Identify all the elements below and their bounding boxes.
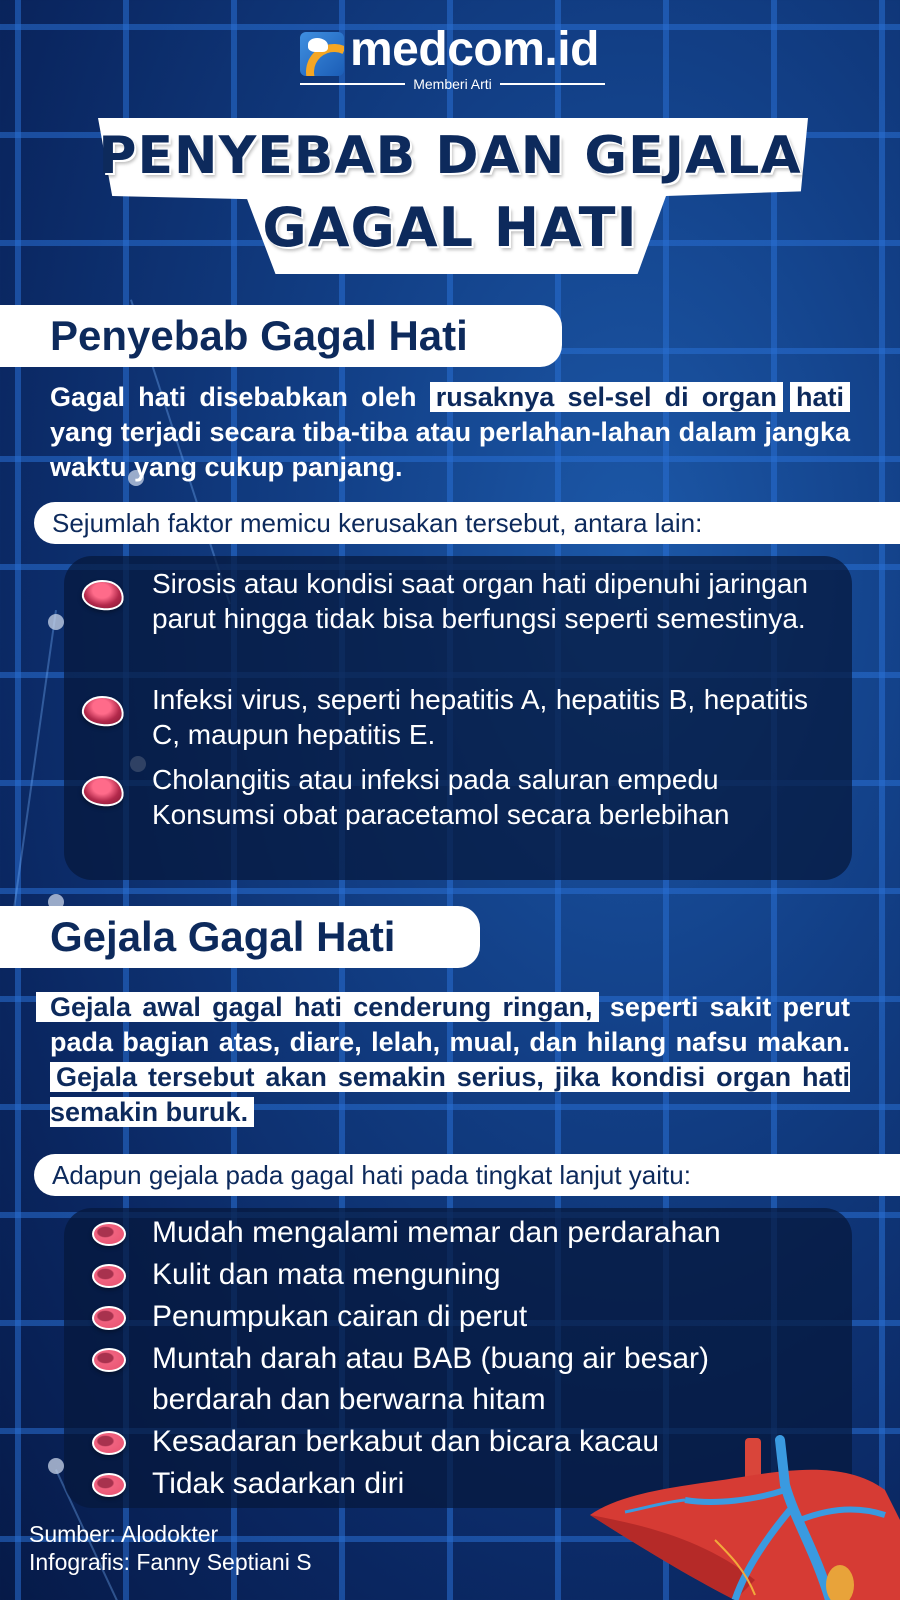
list-item-text: Muntah darah atau BAB (buang air besar) berdarah dan berwarna hitam bbox=[152, 1342, 710, 1416]
list-item-text: Infeksi virus, seperti hepatitis A, hepatitis B, hepatitis C, maupun hepatitis E. bbox=[152, 684, 808, 750]
list-item-text: Kesadaran berkabut dan bicara kacau bbox=[152, 1425, 660, 1458]
page-title-line-1: PENYEBAB DAN GEJALA bbox=[98, 126, 802, 186]
intro-highlight: Gejala tersebut akan semakin serius, jika kondisi organ hati semakin buruk. bbox=[50, 1062, 850, 1127]
divider bbox=[300, 83, 405, 85]
blood-cell-icon bbox=[92, 1473, 126, 1497]
blood-cell-icon bbox=[92, 1264, 126, 1288]
brand-logo bbox=[300, 23, 605, 92]
decorative-dot bbox=[48, 1458, 64, 1474]
intro-highlight: rusaknya sel-sel di organ bbox=[430, 382, 783, 412]
eagle-logo-icon bbox=[300, 32, 344, 76]
section-heading-causes: Penyebab Gagal Hati bbox=[0, 305, 562, 367]
causes-intro bbox=[50, 380, 850, 485]
intro-text: yang terjadi secara tiba-tiba atau perlahan-lahan dalam jangka waktu yang cukup panjang. bbox=[50, 417, 850, 482]
liver-bean-icon bbox=[80, 693, 126, 729]
liver-bean-icon bbox=[80, 773, 126, 809]
intro-highlight: Gejala awal gagal hati cenderung ringan, bbox=[36, 992, 599, 1022]
divider bbox=[500, 83, 605, 85]
list-item-text: Cholangitis atau infeksi pada saluran empedu Konsumsi obat paracetamol secara berlebihan bbox=[152, 764, 730, 830]
liver-illustration bbox=[585, 1430, 900, 1600]
list-item-text: Kulit dan mata menguning bbox=[152, 1258, 501, 1291]
author-credit: Infografis: Fanny Septiani S bbox=[29, 1549, 312, 1575]
list-item-text: Mudah mengalami memar dan perdarahan bbox=[152, 1216, 721, 1249]
decorative-line bbox=[13, 610, 57, 907]
intro-highlight: hati bbox=[790, 382, 850, 412]
blood-cell-icon bbox=[92, 1306, 126, 1330]
list-item-text: Tidak sadarkan diri bbox=[152, 1467, 405, 1500]
intro-text: seperti sakit perut pada bagian atas, diare, lelah, mual, dan hilang nafsu makan. bbox=[50, 992, 850, 1057]
list-item-text: Penumpukan cairan di perut bbox=[152, 1300, 528, 1333]
causes-list bbox=[64, 556, 852, 880]
page-title-line-2: GAGAL HATI bbox=[262, 196, 638, 259]
liver-bean-icon bbox=[80, 577, 126, 613]
symptoms-intro bbox=[50, 990, 850, 1130]
intro-text: Gagal hati disebabkan oleh bbox=[50, 382, 430, 412]
brand-name: medcom.id bbox=[350, 23, 599, 76]
symptoms-lead: Adapun gejala pada gagal hati pada tingkat lanjut yaitu: bbox=[34, 1154, 900, 1196]
causes-lead: Sejumlah faktor memicu kerusakan tersebut, antara lain: bbox=[34, 502, 900, 544]
decorative-dot bbox=[48, 614, 64, 630]
blood-cell-icon bbox=[92, 1431, 126, 1455]
list-item-text: Sirosis atau kondisi saat organ hati dipenuhi jaringan parut hingga tidak bisa berfungsi seperti semestinya. bbox=[152, 568, 808, 634]
source-credit: Sumber: Alodokter bbox=[29, 1521, 219, 1547]
credits bbox=[29, 1520, 312, 1576]
section-heading-symptoms: Gejala Gagal Hati bbox=[0, 906, 480, 968]
brand-tagline: Memberi Arti bbox=[413, 76, 492, 92]
blood-cell-icon bbox=[92, 1222, 126, 1246]
blood-cell-icon bbox=[92, 1348, 126, 1372]
brand-tagline-row bbox=[300, 76, 605, 92]
